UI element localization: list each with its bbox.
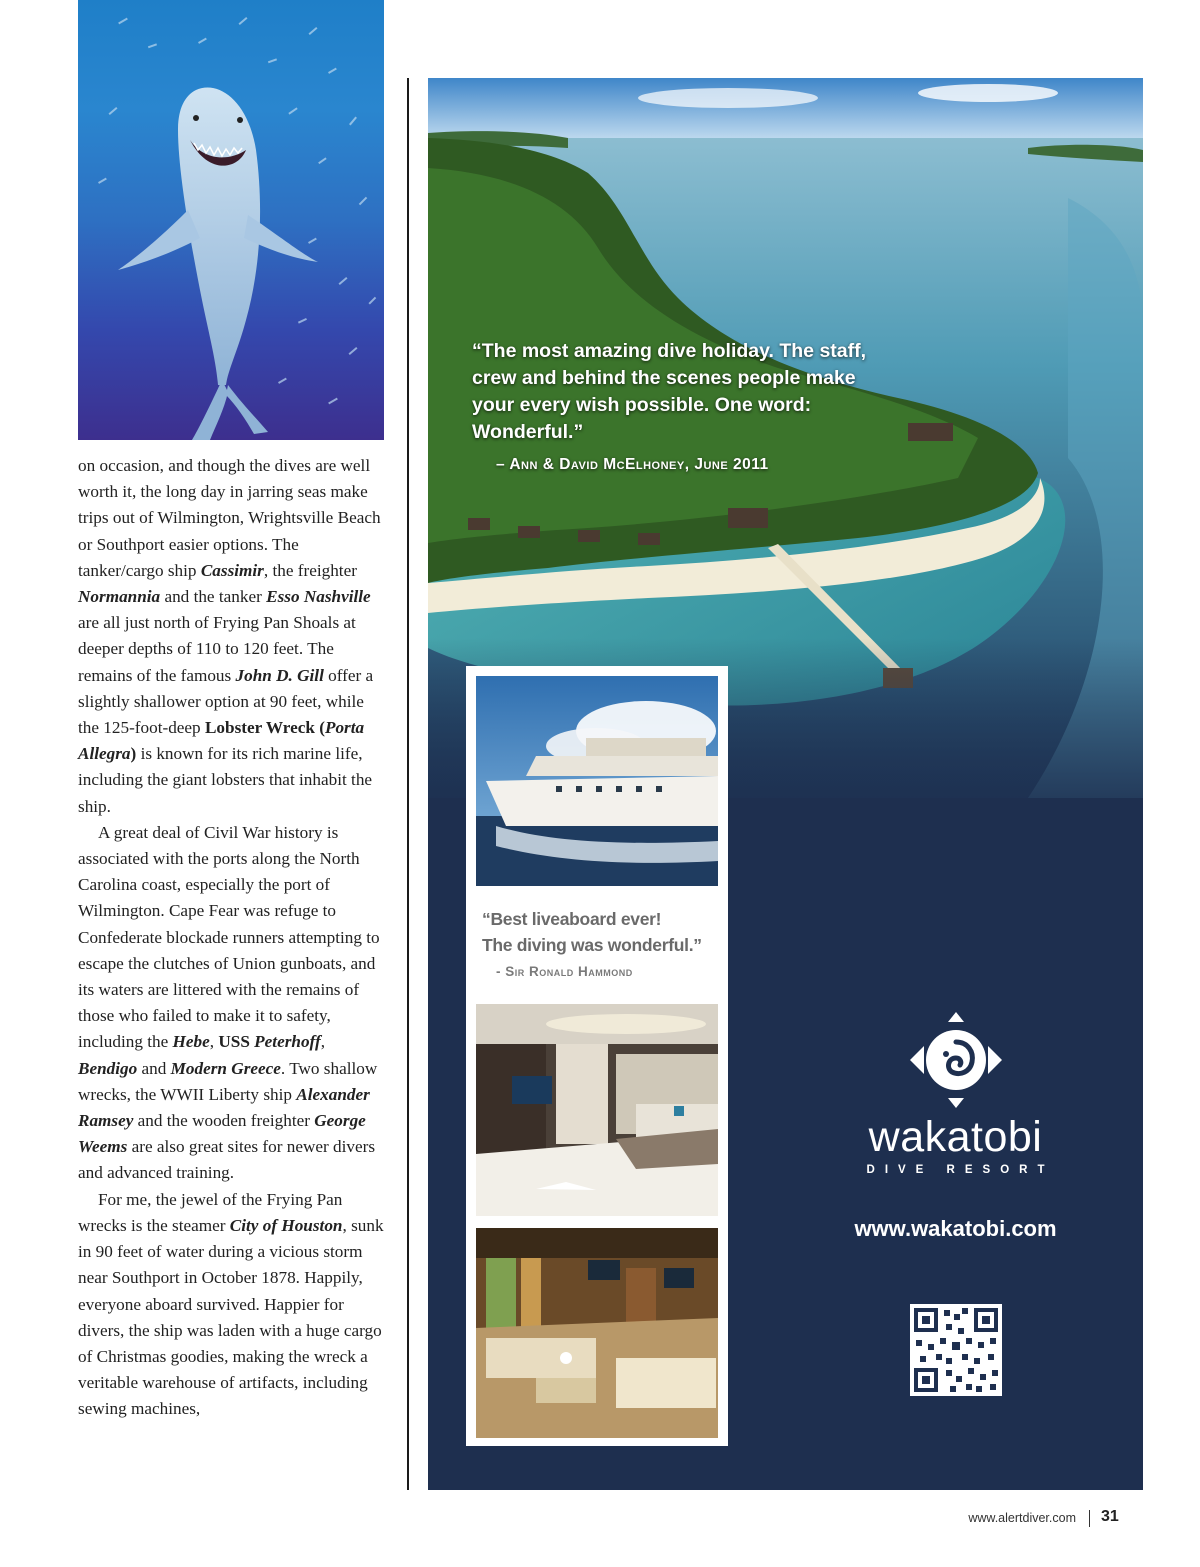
fish-logo-icon — [906, 1010, 1006, 1110]
article-paragraph: A great deal of Civil War history is associated with the ports along the North Carolina coast, especially the port of Wilmington. Cape Fear was refuge to Confederate blockade runners attempting to escape the clutches of Union gunboats, and its waters are littered with the remains of those who failed to make it to safety, including the Hebe, USS Peterhoff, Bendigo and Modern Greece. Two shallow wrecks, the WWII Liberty ship Alexander Ramsey and the wooden freighter George Weems are also great sites for newer divers and advanced training. — [78, 822, 380, 1183]
cabin-photo — [476, 1004, 718, 1216]
guest-testimonial-quote: “The most amazing dive holiday. The staff, crew and behind the scenes people make your every wish possible. One word: Wonderful.” — [472, 340, 867, 443]
liveaboard-quote — [482, 906, 722, 958]
footer-website: www.alertdiver.com — [968, 1511, 1076, 1525]
liveaboard-quote-line: “Best liveaboard ever! — [482, 909, 662, 929]
shark-illustration — [78, 0, 384, 440]
qr-code-icon[interactable] — [910, 1304, 1002, 1396]
liveaboard-quote-line: The diving was wonderful.” — [482, 935, 702, 955]
lounge-photo — [476, 1228, 718, 1438]
shark-photo — [78, 0, 384, 440]
wakatobi-advertisement — [428, 78, 1143, 1490]
yacht-photo — [476, 676, 718, 886]
article-body — [78, 453, 388, 1423]
article-paragraph: For me, the jewel of the Frying Pan wrecks is the steamer City of Houston, sunk in 90 feet of water during a vicious storm near Southport in October 1878. Happily, everyone aboard survived. Happier for divers, the ship was laden with a huge cargo of Christmas goodies, making the wreck a veritable warehouse of artifacts, including sewing machines, — [78, 1189, 384, 1419]
liveaboard-panel — [466, 666, 728, 1446]
brand-name: wakatobi — [868, 1113, 1043, 1161]
website-link[interactable]: www.wakatobi.com — [854, 1216, 1057, 1241]
cabin-illustration — [476, 1004, 718, 1216]
footer-separator — [1089, 1510, 1090, 1527]
article-paragraph: on occasion, and though the dives are well worth it, the long day in jarring seas make trips out of Wilmington, Wrightsville Beach or Southport easier options. The tanker/cargo ship Cassimir, the freighter Normannia and the tanker Esso Nashville are all just north of Frying Pan Shoals at deeper depths of 110 to 120 feet. The remains of the famous John D. Gill offer a slightly shallower option at 90 feet, while the 125-foot-deep Lobster Wreck (Porta Allegra) is known for its rich marine life, including the giant lobsters that inhabit the ship. — [78, 456, 381, 816]
brand-subtitle: DIVE RESORT — [866, 1164, 1055, 1176]
lounge-illustration — [476, 1228, 718, 1438]
page-number: 31 — [1101, 1508, 1119, 1525]
yacht-illustration — [476, 676, 718, 886]
liveaboard-quote-attribution: - Sir Ronald Hammond — [496, 964, 633, 979]
guest-testimonial-attribution: – Ann & David McElhoney, June 2011 — [496, 456, 769, 473]
column-divider — [407, 78, 409, 1490]
